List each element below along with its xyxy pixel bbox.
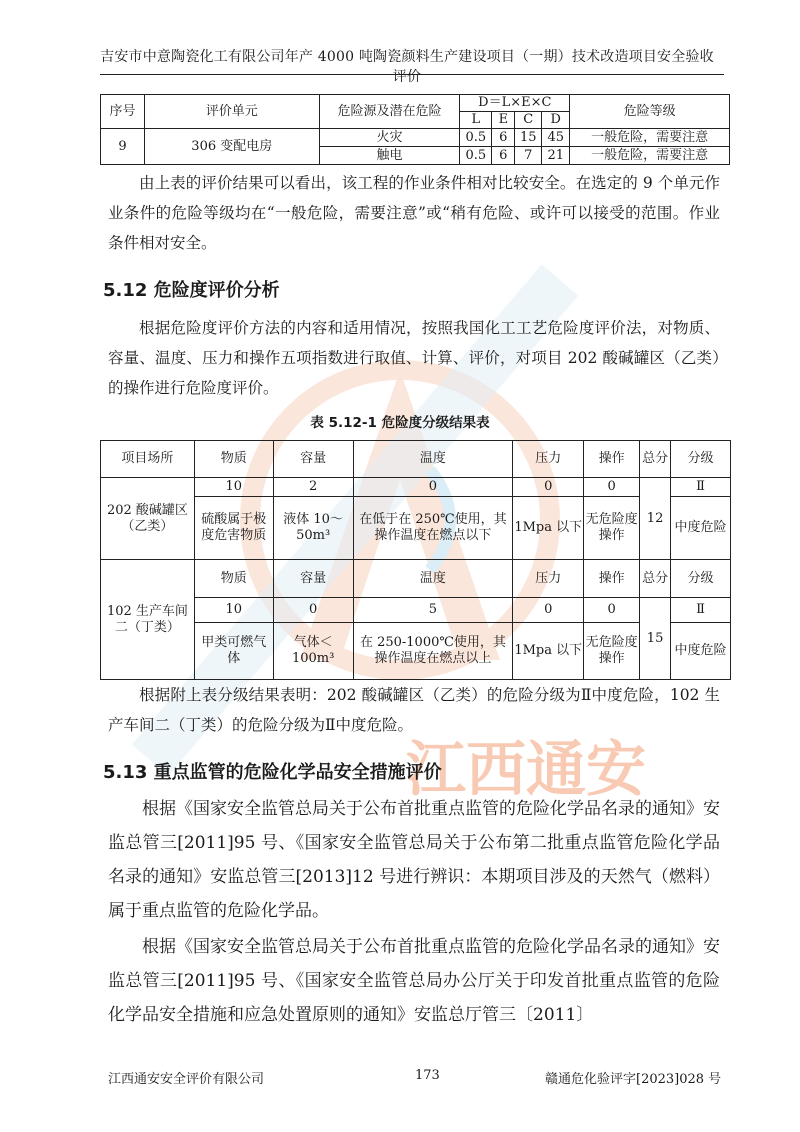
cell-site: 102 生产车间二（丁类） [101, 560, 195, 680]
cell-score-material: 10 [194, 478, 273, 497]
conclusion-paragraph: 由上表的评价结果可以看出，该工程的作业条件相对比较安全。在选定的 9 个单元作业条件的危险等级均在“一般危险，需要注意”或“稍有危险、或许可以接受的范围。作业条件相对安全。 [108, 174, 720, 252]
th-D: D [542, 112, 570, 129]
cell-hazard: 触电 [319, 147, 460, 165]
th-pressure: 压力 [513, 441, 584, 478]
cell-score-capacity: 2 [273, 478, 353, 497]
cell-pressure: 1Mpa 以下 [513, 497, 584, 560]
th-grade: 分级 [671, 441, 731, 478]
th-grade: 分级 [671, 560, 731, 598]
th-C: C [515, 112, 542, 129]
cell-operation: 无危险度操作 [584, 623, 640, 680]
cell-material: 甲类可燃气体 [194, 623, 273, 680]
cell-total: 15 [640, 598, 671, 680]
cell-site: 202 酸碱罐区（乙类） [101, 478, 195, 560]
cell-grade: 中度危险 [671, 623, 731, 680]
cell-total: 12 [640, 478, 671, 560]
th-total: 总分 [640, 441, 671, 478]
section-5-12-paragraph: 根据危险度评价方法的内容和适用情况，按照我国化工工艺危险度评价法，对物质、容量、温度、压力和操作五项指数进行取值、计算、评价，对项目 202 酸碱罐区（乙类）的操作进行危险度评价。 [108, 319, 720, 397]
th-hazard: 危险源及潜在危险 [319, 95, 460, 129]
cell-capacity: 液体 10～50m³ [273, 497, 353, 560]
header-rule [100, 74, 724, 75]
footer-doc-number: 赣通危化验评字[2023]028 号 [545, 1072, 722, 1087]
cell-seq: 9 [101, 129, 145, 165]
section-heading-5-13: 5.13 重点监管的危险化学品安全措施评价 [103, 762, 442, 783]
cell-grade: 中度危险 [671, 497, 731, 560]
th-operation: 操作 [584, 441, 640, 478]
cell-C: 15 [515, 129, 542, 147]
cell-operation: 无危险度操作 [584, 497, 640, 560]
cell-D: 45 [542, 129, 570, 147]
cell-score-pressure: 0 [513, 598, 584, 623]
th-capacity: 容量 [273, 441, 353, 478]
cell-pressure: 1Mpa 以下 [513, 623, 584, 680]
cell-C: 7 [515, 147, 542, 165]
cell-score-material: 10 [194, 598, 273, 623]
cell-level: 一般危险，需要注意 [570, 147, 730, 165]
th-total: 总分 [640, 560, 671, 598]
cell-L: 0.5 [460, 129, 492, 147]
cell-E: 6 [492, 129, 515, 147]
cell-temp: 在 250-1000℃使用，其操作温度在燃点以上 [353, 623, 513, 680]
th-capacity: 容量 [273, 560, 353, 598]
footer-page-number: 173 [415, 1068, 440, 1083]
th-E: E [492, 112, 515, 129]
cell-score-operation: 0 [584, 598, 640, 623]
cell-L: 0.5 [460, 147, 492, 165]
th-unit: 评价单元 [144, 95, 319, 129]
cell-score-temp: 5 [353, 598, 513, 623]
lec-table [100, 94, 730, 165]
cell-grade-roman: Ⅱ [671, 598, 731, 623]
cell-E: 6 [492, 147, 515, 165]
hazard-degree-table [100, 440, 731, 680]
th-temp: 温度 [353, 560, 513, 598]
section-5-13-paragraph-2: 根据《国家安全监管总局关于公布首批重点监管的危险化学品名录的通知》安监总管三[2011]95 号、《国家安全监管总局办公厅关于印发首批重点监管的危险化学品安全措施和应急处置原则的通知》安监总厅管三〔2011〕 [108, 937, 720, 1025]
cell-score-temp: 0 [353, 478, 513, 497]
cell-D: 21 [542, 147, 570, 165]
th-L: L [460, 112, 492, 129]
watermark-text: 江西通安 [406, 735, 646, 805]
th-material: 物质 [194, 560, 273, 598]
cell-capacity: 气体＜100m³ [273, 623, 353, 680]
th-temp: 温度 [353, 441, 513, 478]
th-material: 物质 [194, 441, 273, 478]
page-header: 吉安市中意陶瓷化工有限公司年产 4000 吨陶瓷颜料生产建设项目（一期）技术改造项目安全验收评价 [100, 49, 714, 85]
th-formula: D＝L×E×C [460, 95, 570, 112]
cell-unit: 306 变配电房 [144, 129, 319, 165]
cell-temp: 在低于在 250℃使用，其操作温度在燃点以下 [353, 497, 513, 560]
th-operation: 操作 [584, 560, 640, 598]
footer-company: 江西通安安全评价有限公司 [108, 1072, 265, 1087]
cell-hazard: 火灾 [319, 129, 460, 147]
th-level: 危险等级 [570, 95, 730, 129]
result-paragraph: 根据附上表分级结果表明：202 酸碱罐区（乙类）的危险分级为Ⅱ中度危险，102 生产车间二（丁类）的危险分级为Ⅱ中度危险。 [108, 686, 720, 734]
cell-score-operation: 0 [584, 478, 640, 497]
cell-grade-roman: Ⅱ [671, 478, 731, 497]
th-seq: 序号 [101, 95, 145, 129]
section-5-13-paragraph-1: 根据《国家安全监管总局关于公布首批重点监管的危险化学品名录的通知》安监总管三[2011]95 号、《国家安全监管总局关于公布第二批重点监管危险化学品名录的通知》安监总管三[2013]12 号进行辨识：本期项目涉及的天然气（燃料）属于重点监管的危险化学品。 [108, 799, 720, 921]
cell-level: 一般危险，需要注意 [570, 129, 730, 147]
cell-score-pressure: 0 [513, 478, 584, 497]
th-site: 项目场所 [101, 441, 195, 478]
section-heading-5-12: 5.12 危险度评价分析 [103, 280, 280, 301]
cell-score-capacity: 0 [273, 598, 353, 623]
th-pressure: 压力 [513, 560, 584, 598]
table-caption: 表 5.12-1 危险度分级结果表 [310, 415, 490, 431]
cell-material: 硫酸属于极度危害物质 [194, 497, 273, 560]
